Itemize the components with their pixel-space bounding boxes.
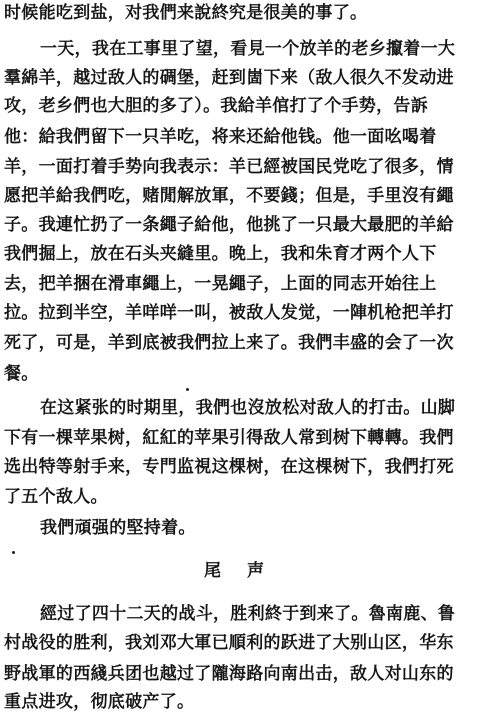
text-line-22: 重点进攻，彻底破产了。	[4, 692, 195, 712]
text-line-2: 一天，我在工事里了望，看見一个放羊的老乡攛着一大	[40, 39, 456, 59]
print-speck	[12, 551, 15, 554]
text-line-16: 选出特等射手来，专門监視这棵树，在这棵树下，我們打死	[4, 457, 454, 477]
print-speck	[186, 388, 189, 391]
text-line-9: 我們掘上，放在石头夹縫里。晚上，我和朱育才两个人下	[4, 244, 437, 264]
text-line-8: 子。我連忙扔了一条繩子給他，他挑了一只最大最肥的羊給	[4, 215, 454, 235]
text-line-19: 經过了四十二天的战斗，胜利終于到来了。魯南鹿、鲁	[40, 604, 456, 624]
text-line-21: 野战軍的西綫兵团也越过了隴海路向南出击，敌人对山东的	[4, 664, 454, 684]
text-line-20: 村战役的胜利，我刘邓大軍已順利的跃进了大别山区，华东	[4, 633, 454, 653]
text-line-18: 我們頑强的堅持着。	[40, 518, 196, 538]
text-line-7: 愿把羊給我們吃，赌閒解放軍，不要錢；但是，手里沒有繩	[4, 186, 454, 206]
text-line-15: 下有一棵苹果树，紅紅的苹果引得敌人常到树下轉轉。我們	[4, 428, 454, 448]
text-line-4: 攻，老乡們也大胆的多了）。我給羊倌打了个手势，告訴	[4, 96, 428, 116]
text-line-11: 拉。拉到半空，羊咩咩一叫，被敌人发觉，一陣机枪把羊打	[4, 303, 454, 323]
text-line-3: 羣綿羊，越过敌人的碉堡，赶到崮下来（敌人很久不发动进	[4, 68, 454, 88]
text-line-5: 他：給我們留下一只羊吃，将来还給他钱。他一面吆喝着	[4, 127, 437, 147]
text-line-14: 在这紧张的时期里，我們也沒放松对敌人的打击。山脚	[40, 398, 456, 418]
section-heading: 尾 声	[204, 561, 274, 581]
text-line-6: 羊，一面打着手势向我表示：羊已經被国民党吃了很多，情	[4, 157, 454, 177]
text-line-12: 死了，可是，羊到底被我們拉上来了。我們丰盛的会了一次	[4, 333, 454, 353]
text-line-10: 去，把羊捆在滑車繩上，一晃繩子，上面的同志开始往上	[4, 274, 437, 294]
text-line-1: 时候能吃到盐，对我們来說終究是很美的事了。	[4, 3, 368, 23]
text-line-17: 了五个敌人。	[4, 487, 108, 507]
text-line-13: 餐。	[4, 364, 39, 384]
